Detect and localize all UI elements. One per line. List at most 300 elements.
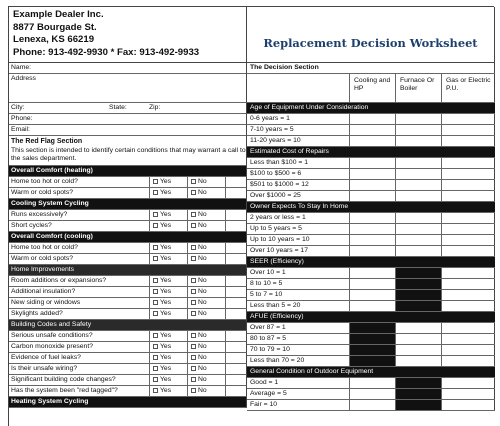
decision-row-label: Over 10 years = 17: [250, 247, 308, 254]
decision-category-header: [247, 257, 495, 268]
notes-cell[interactable]: [225, 342, 247, 352]
score-cell-cooling[interactable]: [349, 180, 395, 190]
question-label: Warm or cold spots?: [11, 255, 74, 262]
decision-row-label: Good = 1: [250, 379, 279, 386]
no-label: No: [198, 376, 207, 383]
score-cell-furnace: [395, 279, 441, 289]
no-label: No: [198, 189, 207, 196]
yes-checkbox[interactable]: [153, 179, 158, 184]
yes-label: Yes: [160, 255, 172, 262]
score-cell-cooling[interactable]: [349, 235, 395, 245]
score-cell-gas-electric[interactable]: [441, 334, 495, 344]
no-option[interactable]: [187, 353, 225, 363]
yes-checkbox[interactable]: [153, 289, 158, 294]
decision-row-label: SEER (Efficiency): [247, 257, 495, 267]
decision-row: [247, 323, 495, 334]
phone-field[interactable]: [9, 114, 247, 125]
yes-option[interactable]: [149, 331, 187, 341]
question-label: Carbon monoxide present?: [11, 343, 93, 350]
decision-category-header: [247, 147, 495, 158]
question-row: [9, 353, 247, 364]
question-label: Evidence of fuel leaks?: [11, 354, 81, 361]
yes-checkbox[interactable]: [153, 388, 158, 393]
city-field[interactable]: [9, 103, 247, 114]
decision-row: [247, 268, 495, 279]
score-cell-furnace[interactable]: [395, 169, 441, 179]
yes-checkbox[interactable]: [153, 366, 158, 371]
yes-option[interactable]: [149, 243, 187, 253]
no-option[interactable]: [187, 188, 225, 198]
city-label: City:: [11, 104, 25, 111]
question-row: [9, 221, 247, 232]
decision-row: [247, 191, 495, 202]
no-checkbox[interactable]: [191, 311, 196, 316]
yes-option[interactable]: [149, 188, 187, 198]
red-flag-intro: [9, 136, 247, 166]
no-option[interactable]: [187, 221, 225, 231]
header-blank: [247, 74, 349, 102]
no-option[interactable]: [187, 386, 225, 396]
yes-checkbox[interactable]: [153, 212, 158, 217]
worksheet-title: Replacement Decision Worksheet: [263, 35, 478, 50]
address-label: Address: [11, 75, 36, 82]
score-cell-furnace[interactable]: [395, 334, 441, 344]
score-cell-cooling[interactable]: [349, 378, 395, 388]
yes-label: Yes: [160, 189, 172, 196]
yes-label: Yes: [160, 222, 172, 229]
score-cell-furnace: [395, 400, 441, 410]
decision-row: [247, 389, 495, 400]
score-cell-cooling[interactable]: [349, 213, 395, 223]
no-checkbox[interactable]: [191, 278, 196, 283]
decision-category-header: [247, 367, 495, 378]
question-row: [9, 254, 247, 265]
score-cell-cooling[interactable]: [349, 125, 395, 135]
no-checkbox[interactable]: [191, 289, 196, 294]
dealer-city: Lenexa, KS 66219: [13, 34, 95, 45]
question-row: [9, 375, 247, 386]
score-cell-gas-electric[interactable]: [441, 213, 495, 223]
address-field[interactable]: [9, 74, 247, 103]
score-cell-gas-electric[interactable]: [441, 290, 495, 300]
question-row: [9, 276, 247, 287]
decision-row: [247, 356, 495, 367]
score-cell-gas-electric[interactable]: [441, 345, 495, 355]
yes-option[interactable]: [149, 276, 187, 286]
score-cell-cooling[interactable]: [349, 246, 395, 256]
score-cell-gas-electric[interactable]: [441, 191, 495, 201]
decision-section-header: [247, 63, 495, 74]
notes-cell[interactable]: [225, 254, 247, 264]
score-cell-cooling[interactable]: [349, 191, 395, 201]
no-option[interactable]: [187, 243, 225, 253]
yes-option[interactable]: [149, 177, 187, 187]
decision-column-headers: [247, 74, 495, 103]
question-label: Room additions or expansions?: [11, 277, 107, 284]
score-cell-gas-electric[interactable]: [441, 279, 495, 289]
decision-row-label: 80 to 87 = 5: [250, 335, 287, 342]
no-checkbox[interactable]: [191, 212, 196, 217]
no-option[interactable]: [187, 276, 225, 286]
score-cell-furnace[interactable]: [395, 235, 441, 245]
notes-cell[interactable]: [225, 287, 247, 297]
score-cell-gas-electric[interactable]: [441, 114, 495, 124]
no-option[interactable]: [187, 331, 225, 341]
yes-option[interactable]: [149, 309, 187, 319]
question-row: [9, 386, 247, 397]
question-row: [9, 298, 247, 309]
yes-label: Yes: [160, 354, 172, 361]
decision-row-label: General Condition of Outdoor Equipment: [247, 367, 495, 377]
decision-row: [247, 224, 495, 235]
email-label: Email:: [11, 126, 30, 133]
score-cell-gas-electric[interactable]: [441, 169, 495, 179]
no-option[interactable]: [187, 309, 225, 319]
notes-cell[interactable]: [225, 177, 247, 187]
score-cell-cooling[interactable]: [349, 136, 395, 146]
decision-row-label: Fair = 10: [250, 401, 278, 408]
yes-label: Yes: [160, 277, 172, 284]
score-cell-gas-electric[interactable]: [441, 301, 495, 311]
score-cell-furnace[interactable]: [395, 323, 441, 333]
question-row: [9, 210, 247, 221]
score-cell-gas-electric[interactable]: [441, 180, 495, 190]
score-cell-cooling[interactable]: [349, 400, 395, 410]
yes-option[interactable]: [149, 375, 187, 385]
yes-checkbox[interactable]: [153, 377, 158, 382]
no-checkbox[interactable]: [191, 388, 196, 393]
score-cell-cooling[interactable]: [349, 158, 395, 168]
yes-option[interactable]: [149, 254, 187, 264]
no-label: No: [198, 277, 207, 284]
yes-option[interactable]: [149, 364, 187, 374]
score-cell-furnace: [395, 290, 441, 300]
notes-cell[interactable]: [225, 243, 247, 253]
no-label: No: [198, 354, 207, 361]
decision-row-label: Estimated Cost of Repairs: [247, 147, 495, 157]
yes-option[interactable]: [149, 342, 187, 352]
score-cell-cooling: [349, 345, 395, 355]
yes-checkbox[interactable]: [153, 311, 158, 316]
col-header-cooling: Cooling and HP: [349, 74, 395, 102]
no-label: No: [198, 310, 207, 317]
decision-row-label: $100 to $500 = 6: [250, 170, 302, 177]
no-checkbox[interactable]: [191, 223, 196, 228]
dealer-phone: Phone: 913-492-9930 * Fax: 913-492-9933: [13, 46, 200, 58]
section-header: Overall Comfort (cooling): [9, 232, 247, 243]
decision-row-label: 8 to 10 = 5: [250, 280, 283, 287]
score-cell-gas-electric[interactable]: [441, 356, 495, 366]
name-label: Name:: [11, 64, 32, 71]
no-label: No: [198, 387, 207, 394]
yes-label: Yes: [160, 288, 172, 295]
question-row: [9, 342, 247, 353]
no-option[interactable]: [187, 375, 225, 385]
dealer-name: Example Dealer Inc.: [13, 9, 104, 20]
no-checkbox[interactable]: [191, 366, 196, 371]
question-label: Skylights added?: [11, 310, 63, 317]
decision-row: [247, 279, 495, 290]
decision-row: [247, 213, 495, 224]
score-cell-furnace[interactable]: [395, 246, 441, 256]
decision-row-label: Less than $100 = 1: [250, 159, 309, 166]
question-row: [9, 287, 247, 298]
red-flag-questions: [9, 166, 247, 408]
yes-option[interactable]: [149, 353, 187, 363]
score-cell-cooling[interactable]: [349, 389, 395, 399]
no-label: No: [198, 255, 207, 262]
no-label: No: [198, 343, 207, 350]
no-option[interactable]: [187, 210, 225, 220]
question-label: Warm or cold spots?: [11, 189, 74, 196]
notes-cell[interactable]: [225, 331, 247, 341]
score-cell-gas-electric[interactable]: [441, 389, 495, 399]
score-cell-furnace: [395, 389, 441, 399]
no-checkbox[interactable]: [191, 333, 196, 338]
phone-label: Phone:: [11, 115, 33, 122]
yes-option[interactable]: [149, 298, 187, 308]
no-checkbox[interactable]: [191, 245, 196, 250]
score-cell-cooling[interactable]: [349, 268, 395, 278]
col-header-furnace: Furnace Or Boiler: [395, 74, 441, 102]
yes-label: Yes: [160, 299, 172, 306]
no-label: No: [198, 299, 207, 306]
decision-row-label: Up to 10 years = 10: [250, 236, 310, 243]
yes-checkbox[interactable]: [153, 333, 158, 338]
no-label: No: [198, 365, 207, 372]
no-checkbox[interactable]: [191, 190, 196, 195]
no-checkbox[interactable]: [191, 179, 196, 184]
decision-row: [247, 301, 495, 312]
question-row: [9, 177, 247, 188]
decision-row-label: Over 10 = 1: [250, 269, 286, 276]
decision-row-label: Less than 70 = 20: [250, 357, 305, 364]
score-cell-cooling[interactable]: [349, 279, 395, 289]
decision-row: [247, 169, 495, 180]
no-checkbox[interactable]: [191, 355, 196, 360]
notes-cell[interactable]: [225, 221, 247, 231]
no-option[interactable]: [187, 298, 225, 308]
no-checkbox[interactable]: [191, 377, 196, 382]
score-cell-furnace[interactable]: [395, 125, 441, 135]
score-cell-furnace[interactable]: [395, 345, 441, 355]
score-cell-cooling[interactable]: [349, 224, 395, 234]
red-flag-description: This section is intended to identify certain conditions that may warrant a call to the sales department.: [11, 146, 246, 162]
score-cell-gas-electric[interactable]: [441, 158, 495, 168]
decision-category-header: [247, 202, 495, 213]
yes-checkbox[interactable]: [153, 190, 158, 195]
score-cell-gas-electric[interactable]: [441, 125, 495, 135]
notes-cell[interactable]: [225, 364, 247, 374]
no-checkbox[interactable]: [191, 256, 196, 261]
decision-row-label: 11-20 years = 10: [250, 137, 301, 144]
customer-column: [9, 7, 247, 408]
decision-row-label: Up to 5 years = 5: [250, 225, 302, 232]
decision-row: [247, 114, 495, 125]
score-cell-furnace[interactable]: [395, 158, 441, 168]
score-cell-cooling: [349, 323, 395, 333]
notes-cell[interactable]: [225, 386, 247, 396]
no-option[interactable]: [187, 287, 225, 297]
yes-checkbox[interactable]: [153, 278, 158, 283]
decision-row: [247, 345, 495, 356]
decision-row: [247, 136, 495, 147]
decision-row: [247, 400, 495, 411]
decision-section-title: The Decision Section: [247, 63, 495, 73]
question-row: [9, 309, 247, 320]
decision-row-label: 2 years or less = 1: [250, 214, 306, 221]
notes-cell[interactable]: [225, 298, 247, 308]
decision-category-header: [247, 103, 495, 114]
no-label: No: [198, 178, 207, 185]
decision-row-label: AFUE (Efficiency): [247, 312, 495, 322]
score-cell-furnace: [395, 268, 441, 278]
notes-cell[interactable]: [225, 210, 247, 220]
no-option[interactable]: [187, 342, 225, 352]
no-checkbox[interactable]: [191, 300, 196, 305]
question-label: Additional insulation?: [11, 288, 76, 295]
red-flag-title: The Red Flag Section: [11, 138, 83, 145]
no-label: No: [198, 222, 207, 229]
score-cell-cooling[interactable]: [349, 114, 395, 124]
worksheet-title-cell: [247, 7, 495, 63]
decision-row-label: 70 to 79 = 10: [250, 346, 290, 353]
no-checkbox[interactable]: [191, 344, 196, 349]
name-field[interactable]: [9, 63, 247, 74]
yes-option[interactable]: [149, 221, 187, 231]
yes-label: Yes: [160, 387, 172, 394]
decision-row: [247, 125, 495, 136]
yes-label: Yes: [160, 211, 172, 218]
decision-row: [247, 158, 495, 169]
question-label: New siding or windows: [11, 299, 81, 306]
no-option[interactable]: [187, 177, 225, 187]
yes-option[interactable]: [149, 210, 187, 220]
yes-checkbox[interactable]: [153, 223, 158, 228]
decision-row-label: 0-6 years = 1: [250, 115, 290, 122]
question-label: Significant building code changes?: [11, 376, 116, 383]
decision-row: [247, 290, 495, 301]
decision-category-header: [247, 312, 495, 323]
notes-cell[interactable]: [225, 309, 247, 319]
score-cell-furnace[interactable]: [395, 356, 441, 366]
question-label: Is their unsafe wiring?: [11, 365, 78, 372]
decision-row-label: Owner Expects To Stay In Home: [247, 202, 495, 212]
yes-option[interactable]: [149, 287, 187, 297]
question-row: [9, 331, 247, 342]
score-cell-gas-electric[interactable]: [441, 136, 495, 146]
yes-label: Yes: [160, 343, 172, 350]
zip-label: Zip:: [149, 104, 161, 111]
decision-row-label: Over 87 = 1: [250, 324, 286, 331]
question-label: Home too hot or cold?: [11, 178, 78, 185]
decision-row-label: Less than 5 = 20: [250, 302, 301, 309]
yes-checkbox[interactable]: [153, 245, 158, 250]
dealer-header: [9, 7, 247, 63]
question-label: Short cycles?: [11, 222, 52, 229]
score-cell-furnace: [395, 301, 441, 311]
section-header: Cooling System Cycling: [9, 199, 247, 210]
score-cell-gas-electric[interactable]: [441, 224, 495, 234]
decision-row-label: Over $1000 = 25: [250, 192, 301, 199]
notes-cell[interactable]: [225, 276, 247, 286]
dealer-street: 8877 Bourgade St.: [13, 21, 97, 33]
question-row: [9, 243, 247, 254]
score-cell-cooling: [349, 334, 395, 344]
notes-cell[interactable]: [225, 188, 247, 198]
score-cell-gas-electric[interactable]: [441, 400, 495, 410]
worksheet: [8, 6, 494, 426]
yes-label: Yes: [160, 244, 172, 251]
score-cell-furnace[interactable]: [395, 224, 441, 234]
yes-label: Yes: [160, 376, 172, 383]
decision-rows: [247, 103, 495, 411]
no-option[interactable]: [187, 364, 225, 374]
score-cell-cooling: [349, 356, 395, 366]
decision-row: [247, 378, 495, 389]
yes-checkbox[interactable]: [153, 344, 158, 349]
yes-label: Yes: [160, 332, 172, 339]
question-label: Runs excessively?: [11, 211, 68, 218]
yes-checkbox[interactable]: [153, 355, 158, 360]
decision-row: [247, 334, 495, 345]
decision-row-label: $501 to $1000 = 12: [250, 181, 309, 188]
notes-cell[interactable]: [225, 375, 247, 385]
decision-row: [247, 235, 495, 246]
decision-row-label: Average = 5: [250, 390, 287, 397]
yes-label: Yes: [160, 178, 172, 185]
decision-row-label: Age of Equipment Under Consideration: [247, 103, 495, 113]
state-label: State:: [109, 104, 127, 111]
yes-checkbox[interactable]: [153, 300, 158, 305]
score-cell-gas-electric[interactable]: [441, 378, 495, 388]
section-header: Heating System Cycling: [9, 397, 247, 408]
yes-label: Yes: [160, 365, 172, 372]
score-cell-furnace[interactable]: [395, 191, 441, 201]
score-cell-gas-electric[interactable]: [441, 268, 495, 278]
decision-row-label: 7-10 years = 5: [250, 126, 294, 133]
score-cell-cooling[interactable]: [349, 169, 395, 179]
email-field[interactable]: [9, 125, 247, 136]
score-cell-cooling[interactable]: [349, 301, 395, 311]
score-cell-gas-electric[interactable]: [441, 323, 495, 333]
decision-row: [247, 246, 495, 257]
section-header: Home Improvements: [9, 265, 247, 276]
decision-column: [247, 7, 495, 411]
notes-cell[interactable]: [225, 353, 247, 363]
question-label: Has the system been "red tagged"?: [11, 387, 118, 394]
section-header: Building Codes and Safety: [9, 320, 247, 331]
question-row: [9, 188, 247, 199]
col-header-gas-electric: Gas or Electric P.U.: [441, 74, 495, 102]
score-cell-cooling[interactable]: [349, 290, 395, 300]
decision-row: [247, 180, 495, 191]
question-label: Serious unsafe conditions?: [11, 332, 93, 339]
yes-label: Yes: [160, 310, 172, 317]
score-cell-furnace[interactable]: [395, 213, 441, 223]
score-cell-gas-electric[interactable]: [441, 246, 495, 256]
no-option[interactable]: [187, 254, 225, 264]
no-label: No: [198, 244, 207, 251]
score-cell-furnace[interactable]: [395, 136, 441, 146]
score-cell-gas-electric[interactable]: [441, 235, 495, 245]
yes-option[interactable]: [149, 386, 187, 396]
yes-checkbox[interactable]: [153, 256, 158, 261]
question-row: [9, 364, 247, 375]
score-cell-furnace[interactable]: [395, 114, 441, 124]
no-label: No: [198, 288, 207, 295]
score-cell-furnace[interactable]: [395, 180, 441, 190]
